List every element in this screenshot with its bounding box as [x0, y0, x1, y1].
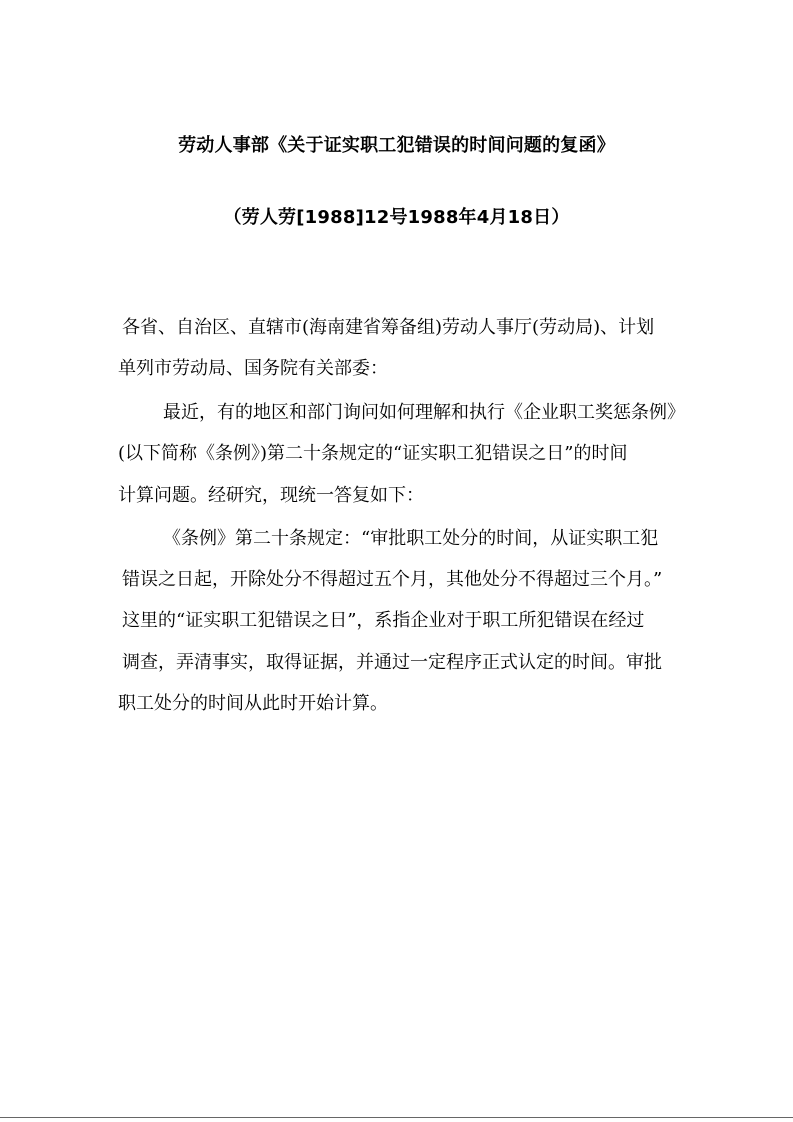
body-line: 调查，弄清事实，取得证据，并通过一定程序正式认定的时间。审批 [122, 652, 662, 673]
body-line: 最近，有的地区和部门询问如何理解和执行《企业职工奖惩条例》 [163, 402, 685, 423]
page-bottom-divider [0, 1117, 793, 1118]
document-title: 劳动人事部《关于证实职工犯错误的时间问题的复函》 [178, 135, 615, 156]
body-line: 错误之日起，开除处分不得超过五个月，其他处分不得超过三个月。” [122, 569, 663, 590]
body-line: 《条例》第二十条规定：“审批职工处分的时间，从证实职工犯 [163, 528, 659, 549]
body-line: 各省、自治区、直辖市(海南建省筹备组)劳动人事厅(劳动局)、计划 [122, 317, 655, 338]
body-line: 单列市劳动局、国务院有关部委： [118, 358, 388, 379]
body-line: 计算问题。经研究，现统一答复如下： [118, 485, 424, 506]
document-reference: （劳人劳[1988]12号1988年4月18日） [223, 207, 570, 228]
body-line: 这里的“证实职工犯错误之日”，系指企业对于职工所犯错误在经过 [122, 610, 645, 631]
body-line: 职工处分的时间从此时开始计算。 [118, 693, 388, 714]
body-line: (以下简称《条例》)第二十条规定的“证实职工犯错误之日”的时间 [118, 443, 628, 464]
